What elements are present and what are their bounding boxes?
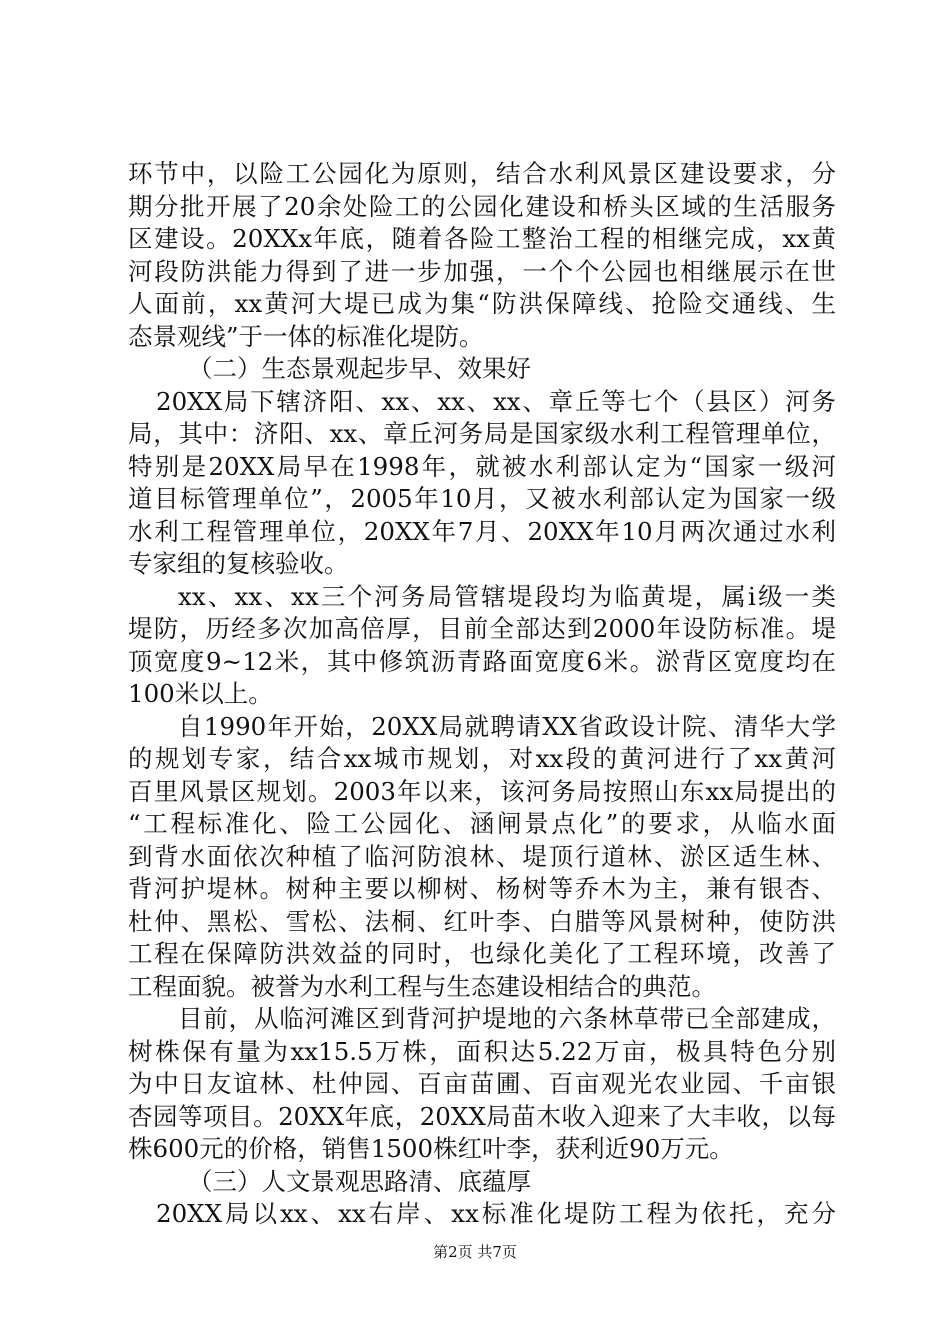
text-line: 特别是20XX局早在1998年，就被水利部认定为“国家一级河 — [128, 451, 836, 481]
text-line: “工程标准化、险工公园化、涵闸景点化”的要求，从临水面 — [128, 809, 836, 838]
text-line: 区建设。20XXx年底，随着各险工整治工程的相继完成，xx黄 — [128, 224, 836, 253]
text-line: 河段防洪能力得到了进一步加强，一个个公园也相继展示在世 — [128, 256, 836, 286]
text-line: 杏园等项目。20XX年底，20XX局苗木收入迎来了大丰收，以每 — [128, 1101, 836, 1131]
page-footer — [0, 1242, 950, 1262]
text-line: （二）生态景观起步早、效果好 — [188, 354, 531, 383]
paragraph — [128, 711, 836, 1004]
text-line: 工程在保障防洪效益的同时，也绿化美化了工程环境，改善了 — [128, 939, 836, 968]
text-line: 背河护堤林。树种主要以柳树、杨树等乔木为主，兼有银杏、 — [128, 874, 836, 903]
section-heading — [128, 1166, 836, 1199]
text-line: 人面前，xx黄河大堤已成为集“防洪保障线、抢险交通线、生 — [128, 289, 836, 318]
text-line: 专家组的复核验收。 — [128, 549, 349, 578]
text-line: 工程面貌。被誉为水利工程与生态建设相结合的典范。 — [128, 971, 716, 1001]
paragraph — [128, 1003, 836, 1166]
paragraph — [128, 1198, 836, 1231]
text-line: 期分批开展了20余处险工的公园化建设和桥头区域的生活服务 — [128, 191, 836, 221]
document-body — [128, 158, 836, 1231]
text-line: 20XX局以xx、xx右岸、xx标准化堤防工程为依托，充分 — [156, 1199, 836, 1228]
text-line: 到背水面依次种植了临河防浪林、堤顶行道林、淤区适生林、 — [128, 841, 836, 871]
text-line: 目前，从临河滩区到背河护堤地的六条林草带已全部建成， — [178, 1004, 836, 1033]
section-heading — [128, 353, 836, 386]
text-line: 环节中，以险工公园化为原则，结合水利风景区建设要求，分 — [128, 159, 836, 188]
text-line: 杜仲、黑松、雪松、法桐、红叶李、白腊等风景树种，使防洪 — [128, 906, 836, 936]
text-line: 为中日友谊林、杜仲园、百亩苗圃、百亩观光农业园、千亩银 — [128, 1069, 836, 1098]
text-line: 20XX局下辖济阳、xx、xx、xx、章丘等七个（县区）河务 — [156, 386, 836, 416]
text-line: 局，其中：济阳、xx、章丘河务局是国家级水利工程管理单位， — [128, 419, 836, 448]
text-line: 堤防，历经多次加高倍厚，目前全部达到2000年设防标准。堤 — [128, 614, 836, 643]
text-line: （三）人文景观思路清、底蕴厚 — [188, 1166, 531, 1196]
text-line: 顶宽度9~12米，其中修筑沥青路面宽度6米。淤背区宽度均在 — [128, 646, 836, 676]
paragraph — [128, 158, 836, 353]
text-line: xx、xx、xx三个河务局管辖堤段均为临黄堤，属ⅰ级一类 — [178, 581, 836, 611]
text-line: 百里风景区规划。2003年以来，该河务局按照山东xx局提出的 — [128, 776, 836, 806]
text-line: 自1990年开始，20XX局就聘请XX省政设计院、清华大学 — [178, 711, 836, 741]
page-number: 第2页 共7页 — [433, 1243, 517, 1261]
text-line: 态景观线”于一体的标准化堤防。 — [128, 321, 484, 351]
text-line: 道目标管理单位”，2005年10月，又被水利部认定为国家一级 — [128, 484, 836, 513]
text-line: 树株保有量为xx15.5万株，面积达5.22万亩，极具特色分别 — [128, 1036, 836, 1066]
text-line: 100米以上。 — [128, 679, 273, 708]
paragraph — [128, 386, 836, 581]
text-line: 株600元的价格，销售1500株红叶李，获利近90万元。 — [128, 1134, 734, 1163]
paragraph — [128, 581, 836, 711]
text-line: 的规划专家，结合xx城市规划，对xx段的黄河进行了xx黄河 — [128, 744, 836, 773]
text-line: 水利工程管理单位，20XX年7月、20XX年10月两次通过水利 — [128, 516, 836, 546]
